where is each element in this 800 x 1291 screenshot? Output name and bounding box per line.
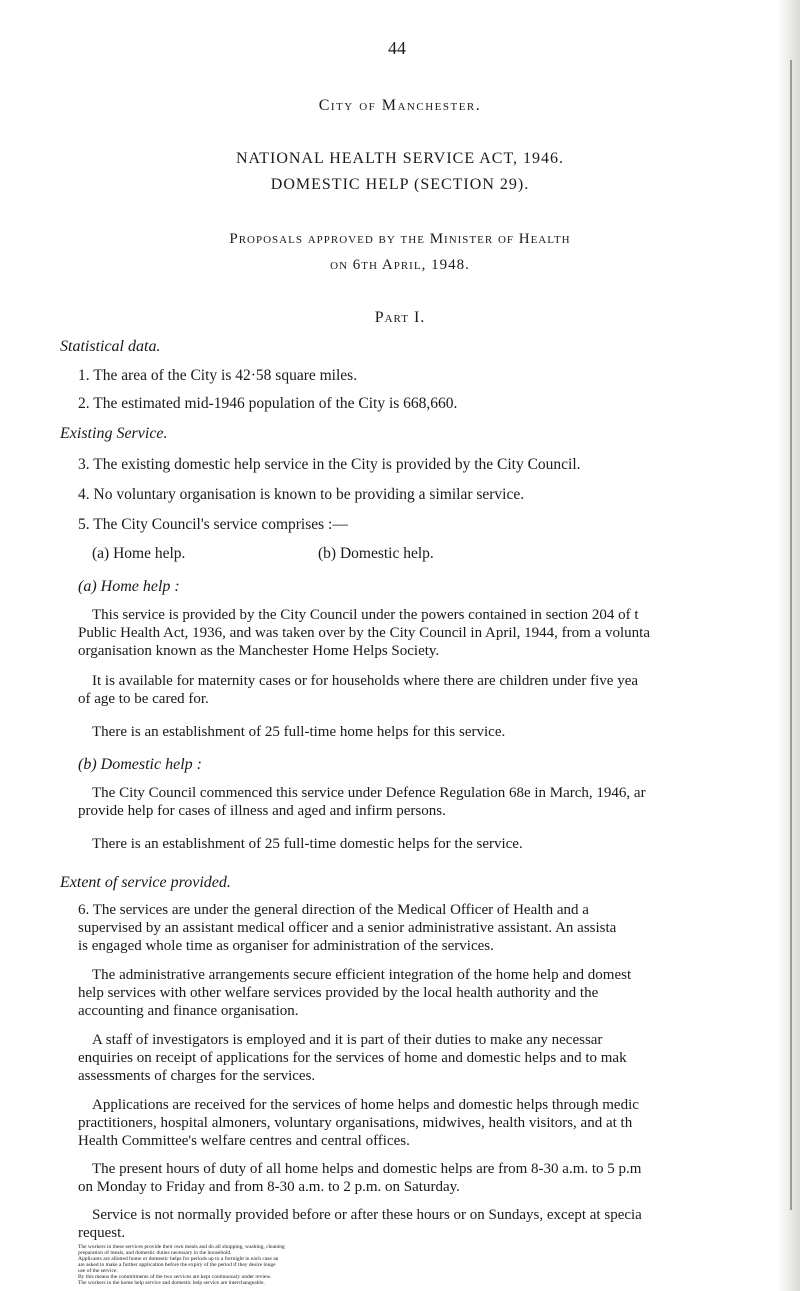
- paragraph-5: 5. The City Council's service comprises :—: [78, 516, 348, 533]
- paragraph-1: 1. The area of the City is 42·58 square miles.: [78, 367, 358, 384]
- domestic-help-heading: (b) Domestic help :: [78, 756, 202, 773]
- extent-allotment-line-1: Applicants are allotted home or domestic helps for periods up to a fortnight in each case an: [78, 1256, 279, 1262]
- extent-admin-line-2: help services with other welfare services provided by the local health authority and the: [78, 985, 599, 1001]
- proposals-line-1: Proposals approved by the Minister of Health: [229, 231, 571, 247]
- extent-service-line-2: request.: [78, 1225, 126, 1241]
- home-help-establishment: There is an establishment of 25 full-time home helps for this service.: [92, 724, 506, 740]
- home-help-2-line-2: of age to be cared for.: [78, 691, 209, 707]
- extent-allotment-line-3: use of the service.: [78, 1268, 118, 1274]
- home-help-line-3: organisation known as the Manchester Home Helps Society.: [78, 643, 440, 659]
- home-help-line-1: This service is provided by the City Council under the powers contained in section 204 of t: [92, 607, 639, 623]
- extent-admin-line-3: accounting and finance organisation.: [78, 1003, 299, 1019]
- extent-6-line-2: supervised by an assistant medical officer and a senior administrative assistant. An assista: [78, 920, 617, 936]
- extent-applications-line-3: Health Committee's welfare centres and central offices.: [78, 1133, 410, 1149]
- paragraph-3: 3. The existing domestic help service in the City is provided by the City Council.: [78, 456, 581, 473]
- extent-6-line-3: is engaged whole time as organiser for administration of the services.: [78, 938, 494, 954]
- city-heading: City of Manchester.: [318, 97, 482, 114]
- extent-staff-line-3: assessments of charges for the services.: [78, 1068, 316, 1084]
- paragraph-2: 2. The estimated mid-1946 population of the City is 668,660.: [78, 395, 458, 412]
- domestic-help-establishment: There is an establishment of 25 full-time domestic helps for the service.: [92, 836, 523, 852]
- scan-edge-shadow: [778, 0, 800, 1291]
- act-subtitle: DOMESTIC HELP (SECTION 29).: [270, 176, 530, 193]
- extent-interchangeable: The workers in the home help service and domestic help service are interchangeable.: [78, 1280, 265, 1286]
- domestic-help-line-1: The City Council commenced this service under Defence Regulation 68e in March, 1946, ar: [92, 785, 646, 801]
- paragraph-5-item-a: (a) Home help.: [92, 545, 186, 562]
- statistical-heading: Statistical data.: [60, 338, 161, 355]
- extent-allotment-line-2: are asked to make a further application before the expiry of the period if they desire longe: [78, 1262, 276, 1268]
- paragraph-4: 4. No voluntary organisation is known to be providing a similar service.: [78, 486, 525, 503]
- scan-binding-line: [790, 60, 792, 1210]
- extent-staff-line-1: A staff of investigators is employed and it is part of their duties to make any necessar: [92, 1032, 603, 1048]
- domestic-help-line-2: provide help for cases of illness and aged and infirm persons.: [78, 803, 446, 819]
- extent-applications-line-2: practitioners, hospital almoners, voluntary organisations, midwives, health visitors, and at th: [78, 1115, 633, 1131]
- home-help-heading: (a) Home help :: [78, 578, 180, 595]
- existing-service-heading: Existing Service.: [60, 425, 168, 442]
- extent-service-line-1: Service is not normally provided before or after these hours or on Sundays, except at specia: [92, 1207, 642, 1223]
- extent-workers-line-2: preparation of meals, and domestic duties necessary in the household.: [78, 1250, 232, 1256]
- extent-hours-line-2: on Monday to Friday and from 8-30 a.m. to 2 p.m. on Saturday.: [78, 1179, 460, 1195]
- home-help-2-line-1: It is available for maternity cases or for households where there are children under five yea: [92, 673, 639, 689]
- extent-review: By this means the commitments of the two services are kept continuously under review.: [78, 1274, 272, 1280]
- extent-hours-line-1: The present hours of duty of all home helps and domestic helps are from 8-30 a.m. to 5 p.m: [92, 1161, 642, 1177]
- act-title: NATIONAL HEALTH SERVICE ACT, 1946.: [235, 150, 565, 167]
- proposals-line-2: on 6th April, 1948.: [330, 257, 470, 273]
- page-number: 44: [388, 38, 406, 58]
- extent-admin-line-1: The administrative arrangements secure efficient integration of the home help and domest: [92, 967, 632, 983]
- part-heading: Part I.: [374, 309, 426, 326]
- extent-staff-line-2: enquiries on receipt of applications for the services of home and domestic helps and to mak: [78, 1050, 627, 1066]
- extent-6-line-1: 6. The services are under the general direction of the Medical Officer of Health and a: [78, 902, 589, 918]
- extent-applications-line-1: Applications are received for the services of home helps and domestic helps through medic: [92, 1097, 639, 1113]
- extent-heading: Extent of service provided.: [60, 874, 231, 891]
- paragraph-5-item-b: (b) Domestic help.: [318, 545, 434, 562]
- extent-workers-line-1: The workers in these services provide their own meals and do all shopping, washing, cleaning: [78, 1244, 285, 1250]
- home-help-line-2: Public Health Act, 1936, and was taken over by the City Council in April, 1944, from a volunta: [78, 625, 650, 641]
